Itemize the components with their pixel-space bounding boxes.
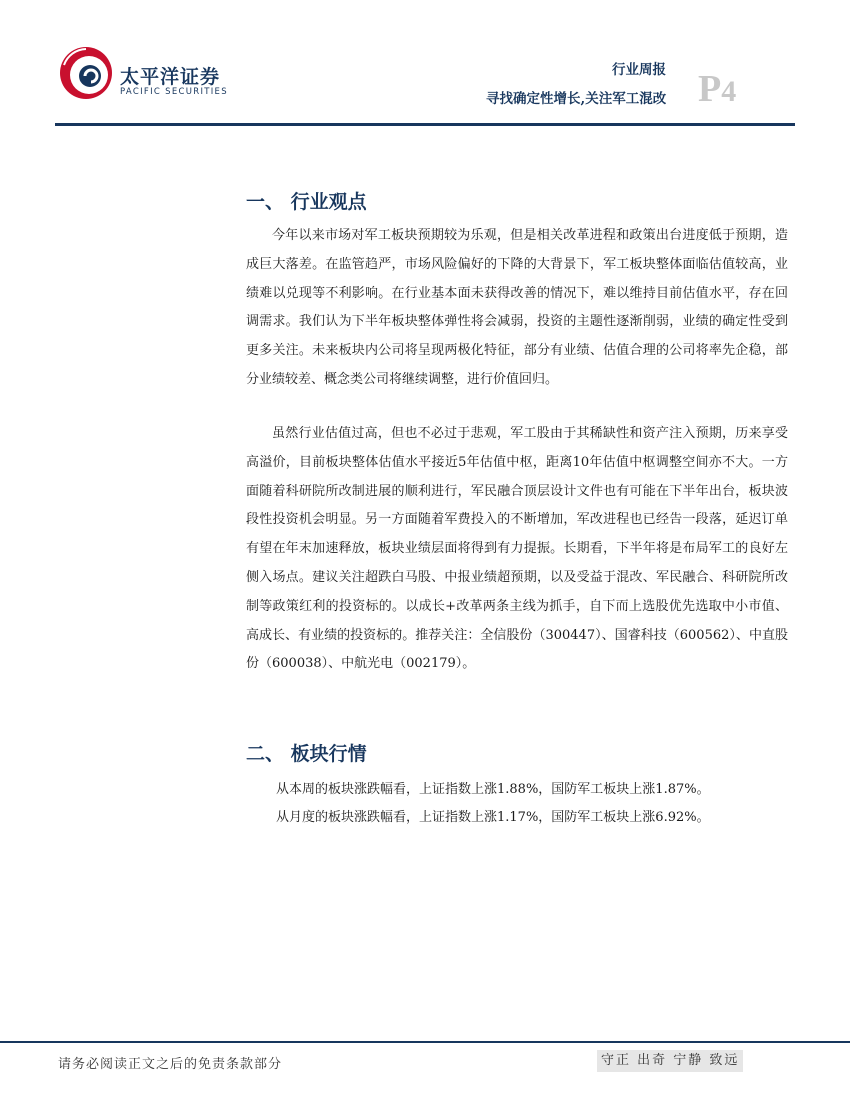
report-type: 行业周报	[612, 62, 666, 78]
report-title: 寻找确定性增长,关注军工混改	[486, 91, 667, 107]
pacific-securities-logo-icon	[58, 45, 114, 101]
footer-motto: 守正 出奇 宁静 致远	[597, 1050, 743, 1072]
header-divider	[55, 123, 795, 126]
page-number-value: 4	[721, 75, 737, 108]
paragraph-industry-outlook: 今年以来市场对军工板块预期较为乐观，但是相关改革进程和政策出台进度低于预期，造成巨大落差。在监管趋严，市场风险偏好的下降的大背景下，军工板块整体面临估值较高，业绩难以兑现等不利影响。在行业基本面未获得改善的情况下，难以维持目前估值水平，存在回调需求。我们认为下半年板块整体弹性将会减弱，投资的主题性逐渐削弱，业绩的确定性受到更多关注。未来板块内公司将呈现两极化特征，部分有业绩、估值合理的公司将率先企稳，部分业绩较差、概念类公司将继续调整，进行价值回归。	[246, 228, 788, 387]
page-number	[698, 70, 736, 108]
weekly-performance-line: 从本周的板块涨跌幅看，上证指数上涨1.88%，国防军工板块上涨1.87%。	[276, 782, 710, 797]
logo-chinese-name: 太平洋证券	[120, 66, 221, 88]
page-letter: P	[698, 68, 722, 110]
footer-divider	[0, 1041, 850, 1043]
section-heading-industry-view: 一、 行业观点	[246, 191, 367, 213]
paragraph-valuation-and-recommendations: 虽然行业估值过高，但也不必过于悲观，军工股由于其稀缺性和资产注入预期，历来享受高溢价，目前板块整体估值水平接近5年估值中枢，距离10年估值中枢调整空间亦不大。一方面随着科研院所改制进展的顺利进行，军民融合顶层设计文件也有可能在下半年出台，板块波段性投资机会明显。另一方面随着军费投入的不断增加，军改进程也已经告一段落，延迟订单有望在年末加速释放，板块业绩层面将得到有力提振。长期看，下半年将是布局军工的良好左侧入场点。建议关注超跌白马股、中报业绩超预期，以及受益于混改、军民融合、科研院所改制等政策红利的投资标的。以成长+改革两条主线为抓手，自下而上选股优先选取中小市值、高成长、有业绩的投资标的。推荐关注：全信股份（300447）、国睿科技（600562）、中直股份（600038）、中航光电（002179）。	[246, 426, 788, 672]
monthly-performance-line: 从月度的板块涨跌幅看，上证指数上涨1.17%，国防军工板块上涨6.92%。	[276, 810, 710, 825]
logo-english-name: PACIFIC SECURITIES	[120, 87, 228, 97]
section-heading-sector-performance: 二、 板块行情	[246, 743, 367, 765]
footer-disclaimer: 请务必阅读正文之后的免责条款部分	[58, 1057, 283, 1072]
page-header	[0, 0, 850, 130]
